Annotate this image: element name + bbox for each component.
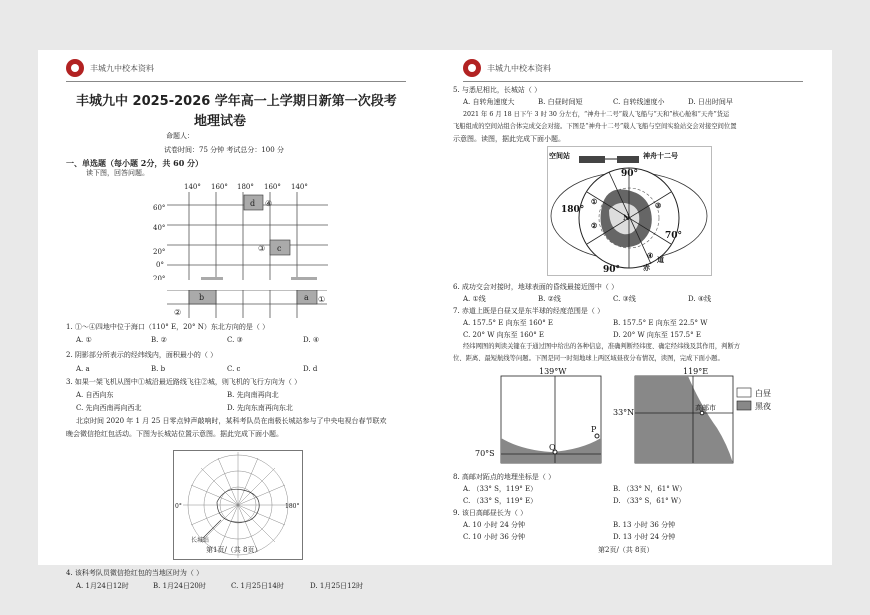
lat-lon-grid-map bbox=[153, 180, 333, 280]
lon-label: 140° bbox=[184, 183, 201, 191]
q8-option-d: D. （33° S，61° W） bbox=[613, 497, 686, 505]
q2-option-b: B. b bbox=[151, 365, 166, 373]
school-logo-icon bbox=[66, 59, 84, 77]
intro-text-3a: 2021 年 6 月 18 日下午 3 时 30 分左右，“神舟十二号”载人飞船与“天和”核心舱和“天舟”货运 bbox=[463, 111, 730, 118]
q6-option-d: D. ④线 bbox=[688, 295, 712, 303]
intro-text: 读下图，回答问题。 bbox=[86, 169, 149, 177]
city-label: 高邮市 bbox=[695, 404, 716, 412]
q2-option-a: A. a bbox=[76, 365, 90, 373]
section-heading: 一、单选题（每小题 2分，共 60 分） bbox=[66, 158, 204, 168]
line-4-label: ④ bbox=[647, 251, 654, 260]
q7-option-a: A. 157.5° E 向东至 160° E bbox=[463, 319, 554, 327]
lon-label: 160° bbox=[211, 183, 228, 191]
cell-label-1: ① bbox=[318, 295, 326, 304]
page-footer-right: 第2页/（共 8页） bbox=[598, 546, 654, 554]
question-5: 5. 与悉尼相比，长城站（ ） bbox=[453, 86, 542, 94]
cell-label-4: ④ bbox=[265, 199, 273, 208]
angle-90-bottom: 90° bbox=[603, 265, 621, 275]
exam-subtitle: 地理试卷 bbox=[194, 114, 247, 129]
meridian-180-label: 180° bbox=[285, 503, 300, 510]
intro-text-2b: 晚会微信抢红包活动。下图为长城站位置示意图。据此完成下面小题。 bbox=[66, 430, 283, 438]
school-logo-icon bbox=[463, 59, 481, 77]
question-9: 9. 该日高邮昼长为（ ） bbox=[453, 509, 528, 517]
page-left bbox=[38, 50, 435, 590]
cell-label-a: a bbox=[304, 293, 309, 302]
legend-night: 黑夜 bbox=[755, 402, 771, 411]
polar-day-night-figure bbox=[473, 366, 603, 466]
angle-90-top: 90° bbox=[621, 169, 639, 179]
q1-option-a: A. ① bbox=[76, 336, 92, 344]
school-label: 丰城九中校本资料 bbox=[90, 63, 154, 73]
q9-option-b: B. 13 小时 36 分钟 bbox=[613, 521, 676, 529]
exam-sheet bbox=[38, 50, 832, 590]
page-header bbox=[66, 56, 154, 80]
line-3-label: ③ bbox=[655, 201, 662, 210]
question-3: 3. 如果一架飞机从图中①城沿最近路线飞往②城，则飞机的飞行方向为（ ） bbox=[66, 378, 302, 386]
intro-text-3c: 示意图。读图，据此完成下面小题。 bbox=[453, 135, 565, 143]
q3-option-a: A. 自西向东 bbox=[76, 391, 114, 399]
intro-text-3b: 飞船组成的空间站组合体完成交会对接。下图是“神舟十二号”载人飞船与空间实验站交会对接空间位置 bbox=[453, 123, 737, 130]
q5-option-c: C. 自转线速度小 bbox=[613, 98, 665, 106]
legend-day: 白昼 bbox=[755, 389, 771, 398]
q2-option-d: D. d bbox=[303, 365, 318, 373]
page-footer-left: 第1页/（共 8页） bbox=[206, 546, 262, 554]
lon-label: 140° bbox=[291, 183, 308, 191]
q7-option-b: B. 157.5° E 向东至 22.5° W bbox=[613, 319, 708, 327]
latitude-label-70s: 70°S bbox=[475, 449, 495, 458]
q6-option-b: B. ②线 bbox=[538, 295, 561, 303]
header-divider bbox=[66, 81, 406, 82]
page-header bbox=[463, 56, 551, 80]
city-day-night-figure bbox=[613, 366, 803, 466]
q3-option-c: C. 先向西南再向西北 bbox=[76, 404, 142, 412]
lat-label: 20° bbox=[153, 248, 166, 256]
cell-label-3: ③ bbox=[258, 244, 266, 253]
space-station-globe-diagram bbox=[547, 146, 712, 276]
q4-option-d: D. 1月25日12时 bbox=[310, 582, 364, 590]
question-2: 2. 阴影部分所表示的经纬线内，面积最小的（ ） bbox=[66, 351, 218, 359]
q3-option-b: B. 先向南再向北 bbox=[227, 391, 279, 399]
q8-option-a: A. （33° S，119° E） bbox=[463, 485, 538, 493]
lon-label: 180° bbox=[237, 183, 254, 191]
angle-180-label: 180° bbox=[561, 205, 585, 215]
school-label: 丰城九中校本资料 bbox=[487, 63, 551, 73]
equator-label-1: 赤 bbox=[643, 263, 650, 272]
latitude-label-33n: 33°N bbox=[613, 408, 635, 417]
equator-label-2: 道 bbox=[657, 255, 664, 264]
cell-label-c: c bbox=[277, 244, 282, 253]
point-p-label: P bbox=[591, 425, 597, 434]
page-right bbox=[435, 50, 832, 565]
angle-70-label: 70° bbox=[665, 231, 683, 241]
q7-option-c: C. 20° W 向东至 160° E bbox=[463, 331, 545, 339]
q8-option-b: B. （33° N，61° W） bbox=[613, 485, 687, 493]
cell-label-b: b bbox=[199, 293, 205, 302]
meridian-0-label: 0° bbox=[175, 503, 182, 510]
q1-option-d: D. ④ bbox=[303, 336, 320, 344]
q1-option-c: C. ③ bbox=[227, 336, 243, 344]
q4-option-a: A. 1月24日12时 bbox=[76, 582, 129, 590]
space-station-label: 空间站 bbox=[549, 151, 570, 160]
question-7: 7. 赤道上既是白昼又是东半球的经度范围是（ ） bbox=[453, 307, 605, 315]
north-pole-label: N bbox=[623, 213, 630, 222]
header-divider bbox=[463, 81, 803, 82]
q6-option-c: C. ③线 bbox=[613, 295, 636, 303]
lat-label: 20° bbox=[153, 275, 166, 280]
q5-option-a: A. 自转角速度大 bbox=[463, 98, 515, 106]
spaceship-label: 神舟十二号 bbox=[643, 151, 678, 160]
exam-info: 试卷时间：75 分钟 考试总分：100 分 bbox=[164, 146, 284, 154]
lat-lon-grid-map-lower bbox=[167, 290, 337, 320]
question-1: 1. ①～④四地中位于海口（110° E，20° N）东北方向的是（ ） bbox=[66, 323, 270, 331]
line-2-label: ② bbox=[591, 221, 598, 230]
point-q-label: Q bbox=[549, 443, 556, 452]
cell-label-2: ② bbox=[174, 308, 182, 317]
lat-label: 0° bbox=[156, 261, 164, 269]
intro-text-4b: 位、距离、最短航线等问题。下图是同一时刻地球上两区域昼夜分布情况，读图，完成下面小题。 bbox=[453, 355, 724, 362]
longitude-label-139w: 139°W bbox=[539, 367, 567, 376]
line-1-label: ① bbox=[591, 197, 598, 206]
q1-option-b: B. ② bbox=[151, 336, 167, 344]
q5-option-d: D. 日出时间早 bbox=[688, 98, 733, 106]
q9-option-c: C. 10 小时 36 分钟 bbox=[463, 533, 526, 541]
intro-text-4a: 经纬网图的判读关键在于通过图中给出的各种信息，准确判断经纬度、确定经纬线及其作用，判断方 bbox=[463, 343, 741, 350]
station-label: 长城站 bbox=[191, 537, 210, 544]
q4-option-b: B. 1月24日20时 bbox=[153, 582, 206, 590]
longitude-label-119e: 119°E bbox=[683, 367, 709, 376]
q8-option-c: C. （33° S，119° E） bbox=[463, 497, 538, 505]
question-6: 6. 成功交会对接时，地球表面的昏线最接近图中（ ） bbox=[453, 283, 619, 291]
q6-option-a: A. ①线 bbox=[463, 295, 486, 303]
q3-option-d: D. 先向东南再向东北 bbox=[227, 404, 293, 412]
lat-label: 60° bbox=[153, 204, 166, 212]
lon-label: 160° bbox=[264, 183, 281, 191]
q2-option-c: C. c bbox=[227, 365, 241, 373]
q9-option-d: D. 13 小时 24 分钟 bbox=[613, 533, 676, 541]
author-line: 命题人： bbox=[166, 132, 194, 140]
question-8: 8. 高邮对跖点的地理坐标是（ ） bbox=[453, 473, 556, 481]
lat-label: 40° bbox=[153, 224, 166, 232]
q7-option-d: D. 20° W 向东至 157.5° E bbox=[613, 331, 701, 339]
q5-option-b: B. 白昼时间短 bbox=[538, 98, 583, 106]
antarctic-station-map bbox=[173, 450, 303, 560]
cell-label-d: d bbox=[250, 199, 256, 208]
q9-option-a: A. 10 小时 24 分钟 bbox=[463, 521, 525, 529]
exam-title: 丰城九中 2025-2026 学年高一上学期日新第一次段考 bbox=[76, 94, 397, 109]
question-4: 4. 该科考队员微信抢红包的当地区时为（ ） bbox=[66, 569, 204, 577]
q4-option-c: C. 1月25日14时 bbox=[231, 582, 284, 590]
intro-text-2a: 北京时间 2020 年 1 月 25 日零点钟声敲响时，某科考队员在南极长城站参与了中央电视台春节联欢 bbox=[76, 417, 387, 425]
